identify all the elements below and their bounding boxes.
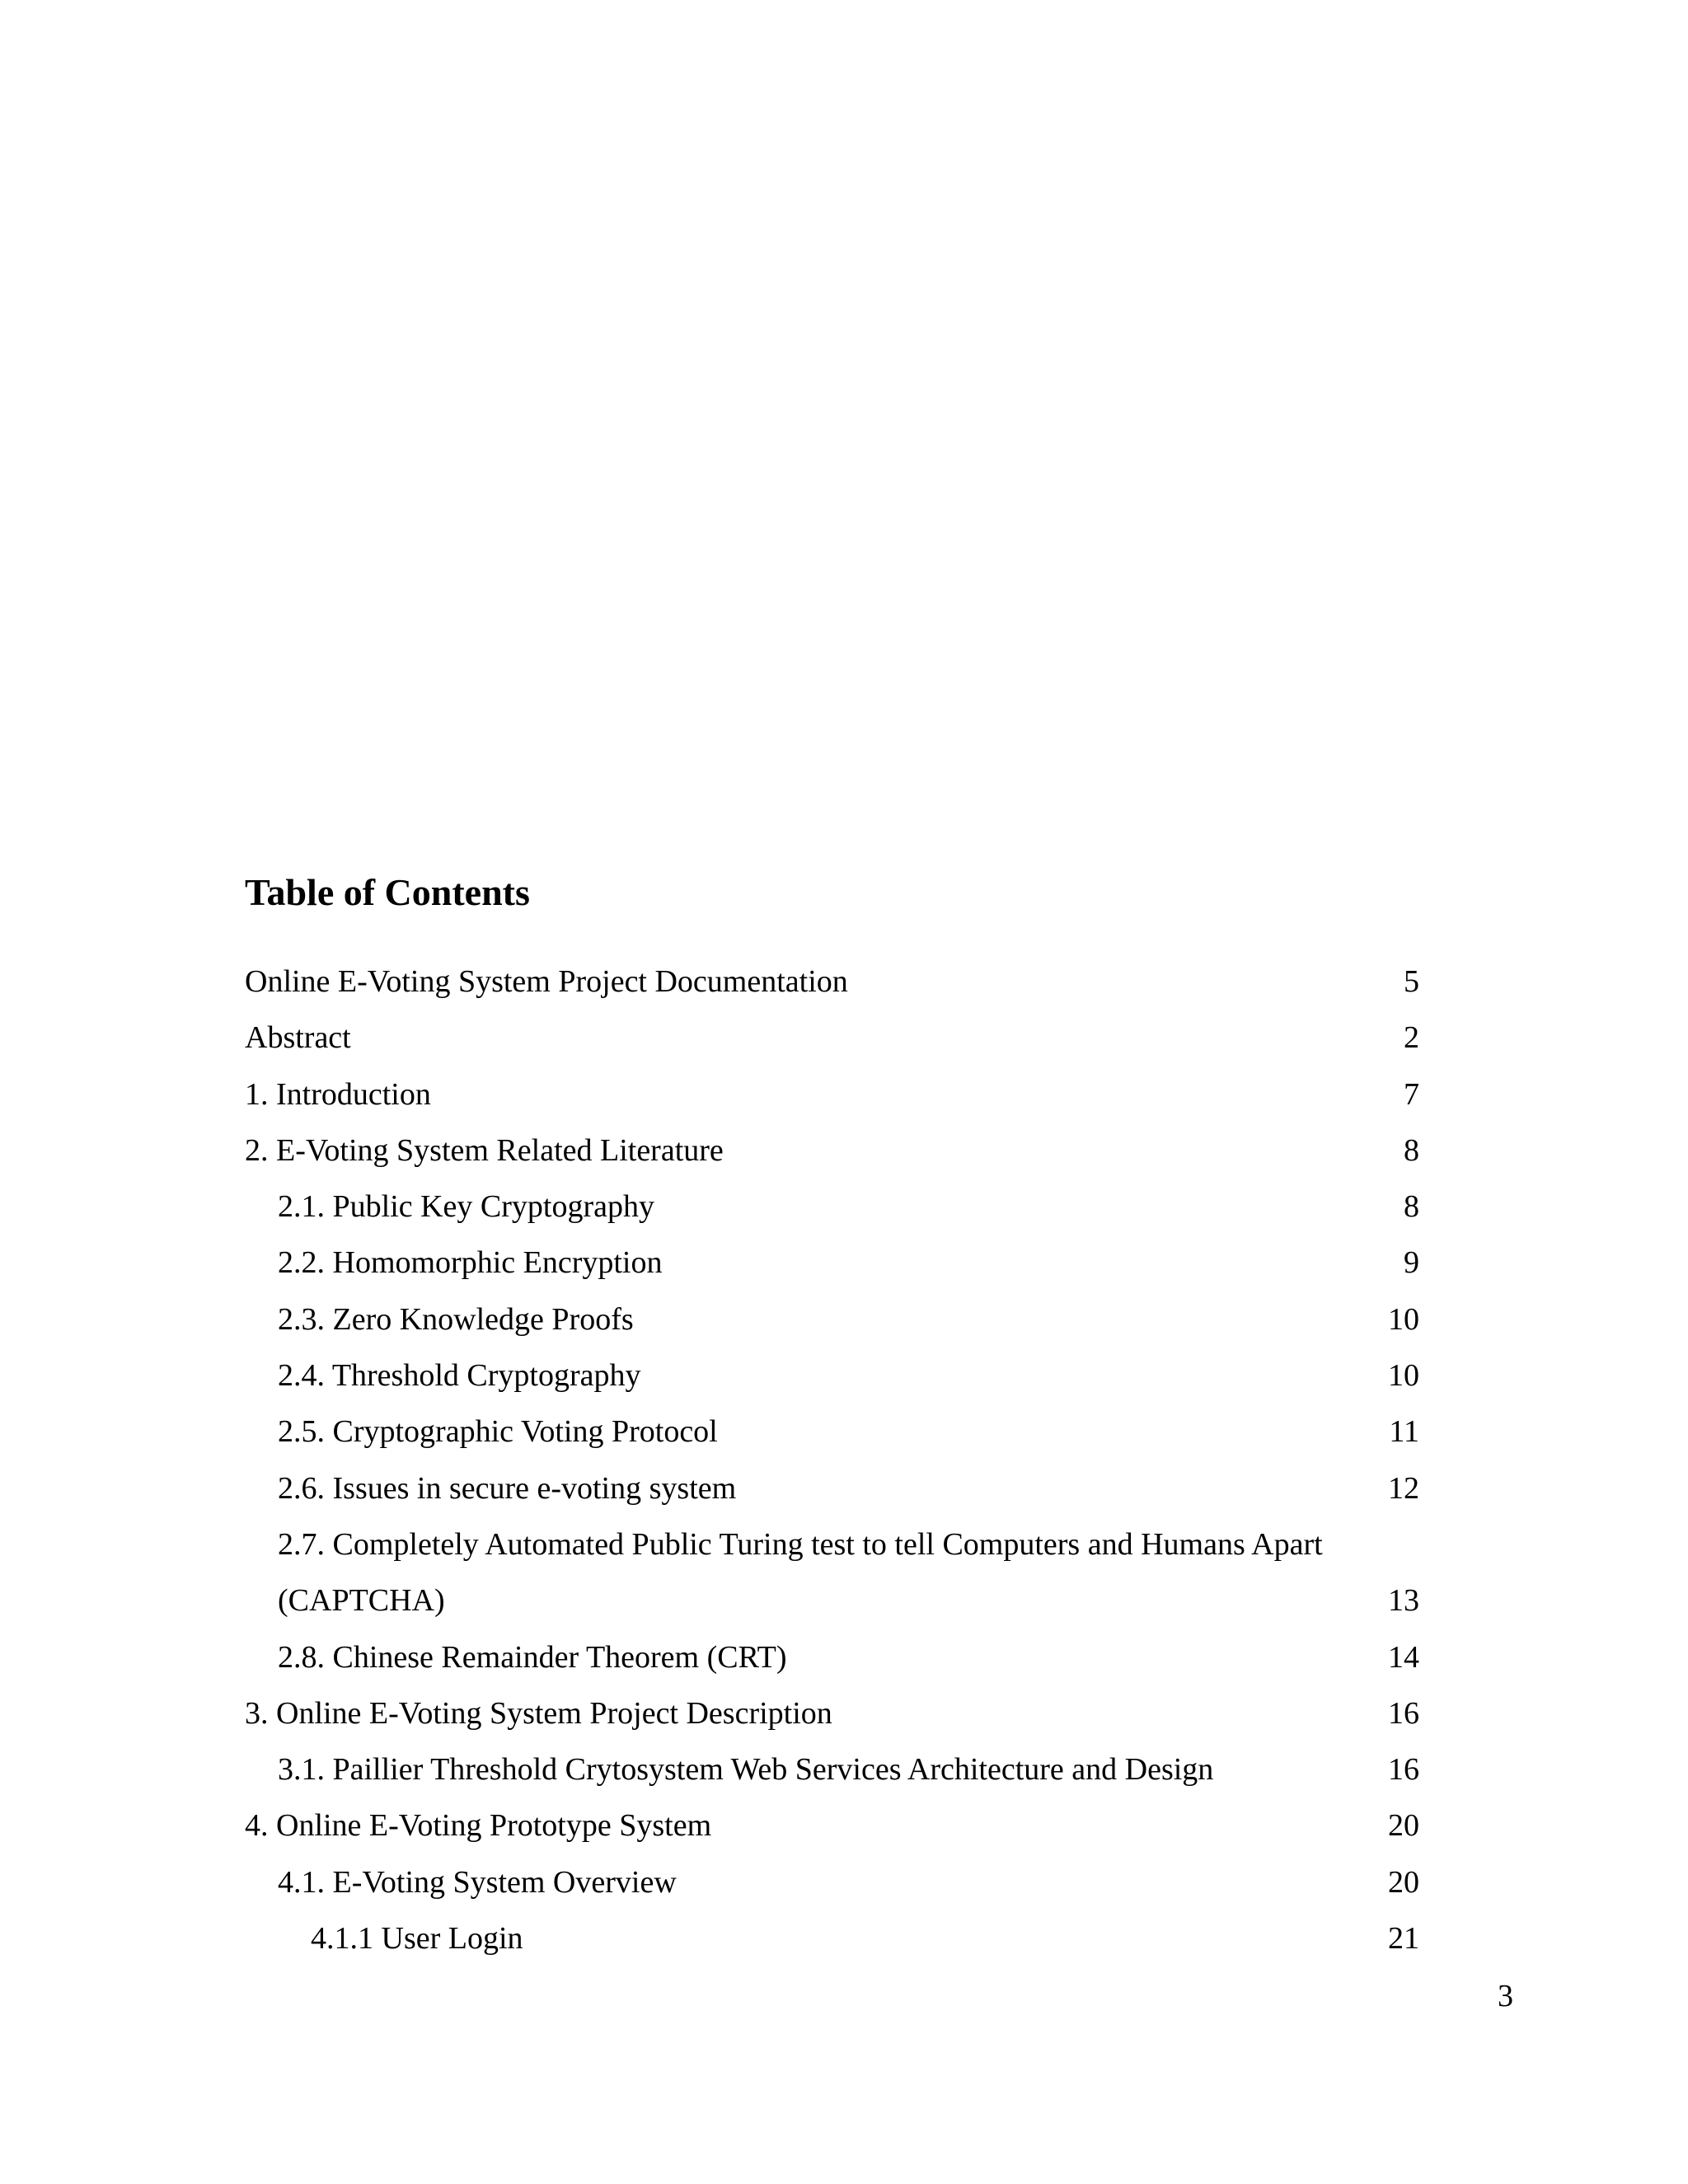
toc-entry-page: 13 [1388,1583,1419,1619]
toc-entry-page: 9 [1404,1245,1419,1281]
toc-entry [245,954,1419,1010]
toc-entry-label: 2.5. Cryptographic Voting Protocol [278,1414,718,1450]
toc-entry-page: 10 [1388,1301,1419,1337]
toc-entry [245,1460,1419,1516]
toc-entry-page: 10 [1388,1358,1419,1394]
toc-entry-page: 2 [1404,1020,1419,1056]
toc-entry-label: Abstract [245,1020,351,1056]
toc-entry-label: 4.1. E-Voting System Overview [278,1864,677,1900]
toc-entry-label-continuation: (CAPTCHA) [278,1583,445,1619]
toc-entry [245,1235,1419,1291]
toc-entry [245,1291,1419,1347]
toc-list [245,954,1419,1966]
toc-entry [245,1010,1419,1066]
toc-entry-label: 3.1. Paillier Threshold Crytosystem Web Services Architecture and Design [278,1752,1214,1788]
toc-entry-label: 1. Introduction [245,1076,431,1112]
toc-entry [245,1910,1419,1966]
toc-entry-page: 5 [1404,964,1419,999]
toc-title: Table of Contents [245,871,530,913]
toc-entry-label: Online E-Voting System Project Documentation [245,964,848,999]
toc-entry-label: 2.2. Homomorphic Encryption [278,1245,663,1281]
toc-entry-page: 12 [1388,1470,1419,1506]
toc-entry-label: 2. E-Voting System Related Literature [245,1132,724,1168]
toc-entry-page: 20 [1388,1808,1419,1844]
toc-entry-label: 2.6. Issues in secure e-voting system [278,1470,737,1506]
toc-entry-page: 8 [1404,1132,1419,1168]
toc-entry-page: 14 [1388,1639,1419,1675]
toc-entry-label: 4.1.1 User Login [311,1921,523,1957]
toc-entry-page: 16 [1388,1752,1419,1788]
toc-entry-label: 3. Online E-Voting System Project Description [245,1695,832,1731]
toc-entry-label: 2.8. Chinese Remainder Theorem (CRT) [278,1639,787,1675]
toc-entry [245,1066,1419,1122]
page-number: 3 [1498,1979,1513,2013]
toc-entry-label: 2.7. Completely Automated Public Turing test to tell Computers and Humans Apart [278,1526,1323,1562]
toc-entry-page: 11 [1389,1414,1419,1450]
toc-entry-label: 2.1. Public Key Cryptography [278,1189,655,1225]
toc-entry-label: 2.3. Zero Knowledge Proofs [278,1301,634,1337]
toc-entry-continuation [245,1572,1419,1629]
toc-entry [245,1797,1419,1854]
toc-entry [245,1347,1419,1404]
toc-entry [245,1685,1419,1741]
toc-entry-label: 2.4. Threshold Cryptography [278,1358,641,1394]
toc-entry [245,1404,1419,1460]
toc-entry [245,1179,1419,1235]
toc-entry-page: 7 [1404,1076,1419,1112]
toc-entry-page: 16 [1388,1695,1419,1731]
toc-entry [245,1122,1419,1179]
toc-entry-page: 21 [1388,1921,1419,1957]
toc-entry-page: 20 [1388,1864,1419,1900]
toc-entry [245,1629,1419,1685]
toc-entry [245,1854,1419,1910]
toc-entry-page: 8 [1404,1189,1419,1225]
toc-entry-label: 4. Online E-Voting Prototype System [245,1808,712,1844]
toc-entry [245,1516,1419,1572]
toc-entry [245,1741,1419,1797]
